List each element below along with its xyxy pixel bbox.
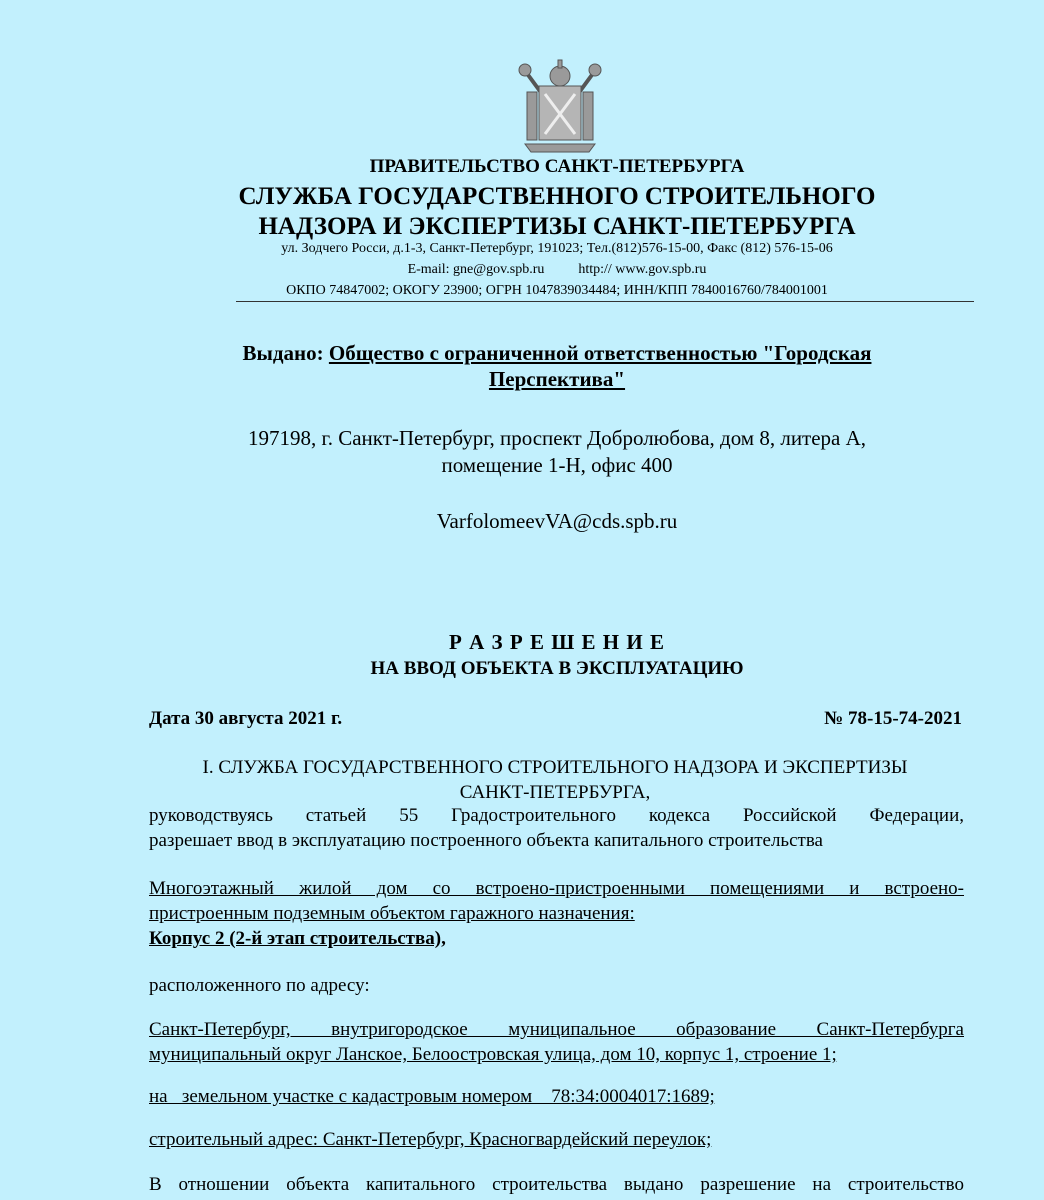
object-address bbox=[149, 1017, 964, 1067]
authority-paragraph bbox=[149, 803, 964, 853]
recipient-name-line1: Общество с ограниченной ответственностью "Городская bbox=[328, 341, 872, 365]
document-number: № 78-15-74-2021 bbox=[824, 708, 962, 729]
recipient-address-line1: 197198, г. Санкт-Петербург, проспект Добролюбова, дом 8, литера А, bbox=[247, 426, 867, 450]
authority-line2: разрешает ввод в эксплуатацию построенного объекта капитального строительства bbox=[149, 830, 823, 851]
authority-line1: руководствуясь статьей 55 Градостроительного кодекса Российской Федерации, bbox=[149, 805, 964, 826]
construction-address: строительный адрес: Санкт-Петербург, Красногвардейский переулок; bbox=[149, 1129, 712, 1150]
section1-heading-line1: I. СЛУЖБА ГОСУДАРСТВЕННОГО СТРОИТЕЛЬНОГО НАДЗОРА И ЭКСПЕРТИЗЫ bbox=[202, 757, 908, 778]
document-subtitle: НА ВВОД ОБЪЕКТА В ЭКСПЛУАТАЦИЮ bbox=[370, 658, 744, 679]
recipient-label: Выдано: bbox=[242, 341, 324, 365]
located-label: расположенного по адресу: bbox=[149, 975, 370, 996]
recipient-address-line2: помещение 1-Н, офис 400 bbox=[441, 453, 673, 477]
letterhead-codes: ОКПО 74847002; ОКОГУ 23900; ОГРН 1047839034484; ИНН/КПП 7840016760/784001001 bbox=[286, 283, 828, 298]
letterhead-divider bbox=[236, 301, 974, 302]
government-name: ПРАВИТЕЛЬСТВО САНКТ-ПЕТЕРБУРГА bbox=[369, 156, 745, 177]
letterhead-address: ул. Зодчего Росси, д.1-3, Санкт-Петербург, 191023; Тел.(812)576-15-00, Факс (812) 576-15-06 bbox=[281, 241, 833, 256]
object-address-line2: муниципальный округ Ланское, Белоостровская улица, дом 10, корпус 1, строение 1; bbox=[149, 1044, 837, 1065]
document-title: Р А З Р Е Ш Е Н И Е bbox=[449, 630, 665, 654]
service-name-line2: НАДЗОРА И ЭКСПЕРТИЗЫ САНКТ-ПЕТЕРБУРГА bbox=[258, 213, 856, 240]
service-name-line1: СЛУЖБА ГОСУДАРСТВЕННОГО СТРОИТЕЛЬНОГО bbox=[238, 183, 876, 210]
coat-of-arms-emblem bbox=[515, 58, 605, 154]
recipient-address bbox=[0, 425, 1044, 479]
letterhead-contacts bbox=[0, 262, 1044, 278]
section1-heading-line2: САНКТ-ПЕТЕРБУРГА, bbox=[459, 782, 651, 803]
object-building: Корпус 2 (2-й этап строительства), bbox=[149, 928, 446, 949]
object-line1: Многоэтажный жилой дом со встроено-пристроенными помещениями и встроено- bbox=[149, 878, 964, 899]
document-date: Дата 30 августа 2021 г. bbox=[149, 708, 343, 729]
recipient-email: VarfolomeevVA@cds.spb.ru bbox=[436, 509, 678, 533]
recipient-name-line2: Перспектива" bbox=[488, 367, 626, 391]
permit-paragraph: В отношении объекта капитального строительства выдано разрешение на строительство bbox=[149, 1174, 964, 1195]
object-line2: пристроенным подземным объектом гаражного назначения: bbox=[149, 903, 635, 924]
letterhead-email: E-mail: gne@gov.spb.ru bbox=[407, 262, 545, 277]
cadastral-number: на земельном участке с кадастровым номером 78:34:0004017:1689; bbox=[149, 1086, 715, 1107]
section1-heading bbox=[0, 755, 1044, 805]
object-description bbox=[149, 876, 964, 951]
object-address-line1: Санкт-Петербург, внутригородское муниципальное образование Санкт-Петербурга bbox=[149, 1019, 964, 1040]
letterhead-website: http:// www.gov.spb.ru bbox=[578, 262, 707, 277]
recipient-name bbox=[0, 340, 1044, 392]
